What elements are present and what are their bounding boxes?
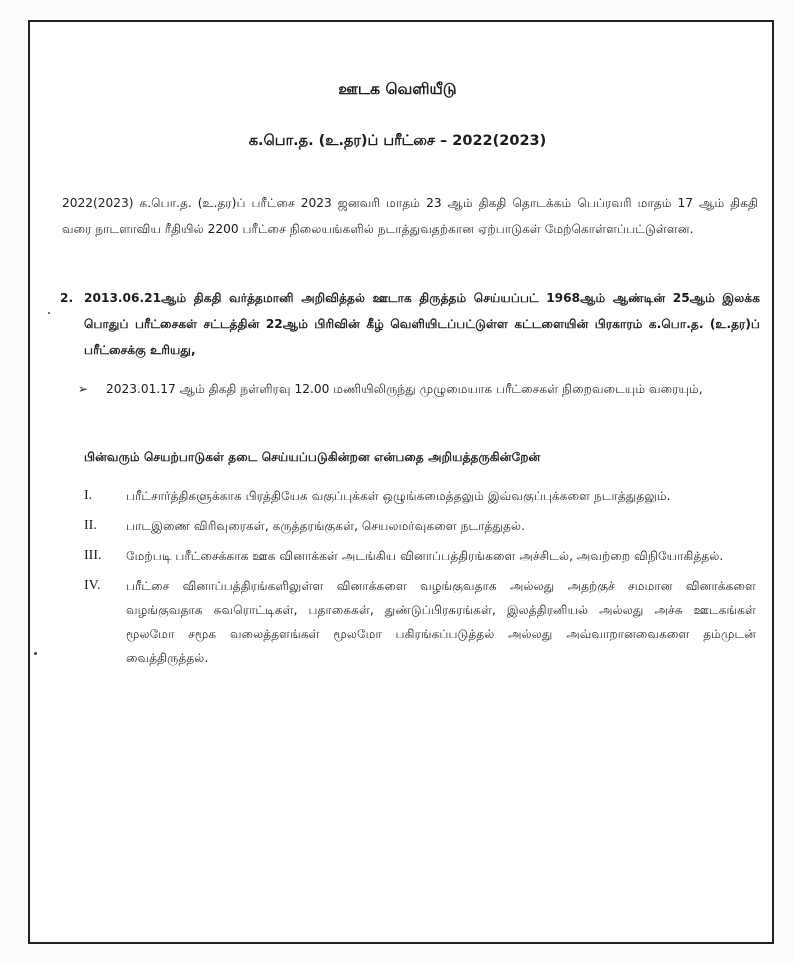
bullet-text: 2023.01.17 ஆம் திகதி நள்ளிரவு 12.00 மணியிலிருந்து முழுமையாக பரீட்சைகள் நிறைவடையும் வரையும், [106, 382, 703, 396]
restrictions-list [84, 484, 756, 676]
list-item-text: பரீட்சை வினாப்பத்திரங்களிலுள்ள வினாக்களை வழங்குவதாக அல்லது அதற்குச் சமமான வினாக்களை வழங்குவதாக சுவரொட்டிகள், பதாகைகள், துண்டுப்பிரசுரங்கள், இலத்திரனியல் அல்லது அச்சு ஊடகங்கள் மூலமோ சமூக வலைத்தளங்கள் மூலமோ பகிரங்கப்படுத்தல் அல்லது அவ்வாறானவைகளை தம்முடன் வைத்திருத்தல். [126, 579, 756, 665]
item-number: 2. [60, 291, 74, 305]
list-marker: III. [84, 548, 102, 563]
list-item [84, 514, 756, 538]
list-marker: I. [84, 488, 93, 503]
scan-speck [48, 312, 50, 314]
bullet-item [78, 376, 758, 402]
numbered-item-2 [60, 285, 760, 363]
paragraph-intro: 2022(2023) க.பொ.த. (உ.தர)ப் பரீட்சை 2023 ஜனவரி மாதம் 23 ஆம் திகதி தொடக்கம் பெப்ரவரி மாதம் 17 ஆம் திகதி வரை நாடளாவிய ரீதியில் 2200 பரீட்சை நிலையங்களில் நடாத்துவதற்கான ஏற்பாடுகள் மேற்கொள்ளப்பட்டுள்ளன. [62, 196, 758, 236]
list-item-text: மேற்படி பரீட்சைக்காக ஊக வினாக்கள் அடங்கிய வினாப்பத்திரங்களை அச்சிடல், அவற்றை விநியோகித்தல். [126, 549, 724, 563]
list-marker: IV. [84, 578, 101, 593]
restrictions-lead: பின்வரும் செயற்பாடுகள் தடை செய்யப்படுகின்றன என்பதை அறியத்தருகின்றேன் [84, 450, 541, 464]
scan-speck [34, 652, 37, 655]
list-item-text: பாடஇணை விரிவுரைகள், கருத்தரங்குகள், செயலமர்வுகளை நடாத்துதல். [126, 519, 525, 533]
list-item [84, 544, 756, 568]
item-text: 2013.06.21ஆம் திகதி வர்த்தமானி அறிவித்தல் ஊடாக திருத்தம் செய்யப்பட் 1968ஆம் ஆண்டின் 25ஆம் இலக்க பொதுப் பரீட்சைகள் சட்டத்தின் 22ஆம் பிரிவின் கீழ் வெளியிடப்பட்டுள்ள கட்டளையின் பிரகாரம் க.பொ.த. (உ.தர)ப் பரீட்சைக்கு உரியது, [84, 291, 760, 357]
list-marker: II. [84, 518, 97, 533]
arrow-bullet-icon: ➢ [78, 382, 89, 396]
list-item [84, 574, 756, 670]
list-item-text: பரீட்சார்த்திகளுக்காக பிரத்தியேக வகுப்புக்கள் ஒழுங்கமைத்தலும் இவ்வகுப்புக்களை நடாத்துதலும். [126, 489, 671, 503]
document-page [28, 20, 774, 944]
list-item [84, 484, 756, 508]
document-title: ஊடக வெளியீடு [338, 80, 457, 98]
document-subtitle: க.பொ.த. (உ.தர)ப் பரீட்சை – 2022(2023) [248, 133, 547, 149]
